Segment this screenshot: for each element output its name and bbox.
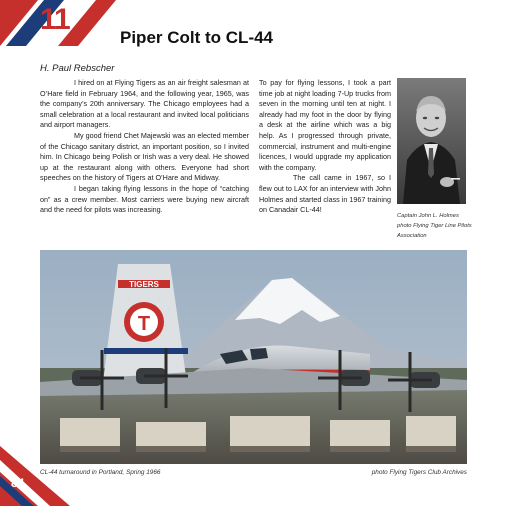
cl44-aircraft-photo — [40, 250, 467, 464]
paragraph: To pay for flying lessons, I took a part time job at night loading 7-Up trucks from seven in the morning until ten at night. I already had my foot in the door by flying a desk at the airline which was a big help. As I progressed through private, commercial, instrument and multi-engine licences, I would upgrade my application with the company. — [259, 78, 391, 172]
photo-caption: CL-44 turnaround in Portland, Spring 1966 — [40, 469, 161, 476]
page-number: 84 — [11, 476, 25, 490]
author-byline: H. Paul Rebscher — [40, 63, 115, 74]
portrait-caption: Captain John L. Holmes photo Flying Tiger Line Pilots Association — [397, 213, 472, 239]
svg-text:T: T — [137, 313, 151, 335]
photo-credit: photo Flying Tigers Club Archives — [371, 469, 467, 476]
portrait-photo — [397, 78, 466, 204]
paragraph: I began taking flying lessons in the hope of “catching on” as a crew member. Most carriers were buying new aircraft and the need for pilots was increasing. — [40, 183, 249, 215]
paragraph: I hired on at Flying Tigers as an air freight salesman at O’Hare field in February 1964, and the following year, 1965, was the company’s 20th anniversary. The Chicago employees had a small celebration at a local restaurant and invited local politicians and airport managers. — [40, 78, 249, 130]
tail-text: TIGERS — [129, 280, 159, 289]
chapter-number: 11 — [40, 3, 70, 36]
paragraph: My good friend Chet Majewski was an elected member of the Chicago sanitary district, an important position, so I invited him. In Chicago being Polish or Irish was a very deal. He showed up at the restaurant along with others. Everyone had short speeches on the history of Tigers at O’Hare and Midway. — [40, 130, 249, 183]
article-column-2 — [259, 78, 391, 216]
article-column-1 — [40, 78, 249, 216]
chapter-title: Piper Colt to CL-44 — [120, 28, 274, 47]
paragraph: The call came in 1967, so I flew out to LAX for an interview with John Holmes and started class in 1967 training on Canadair CL-44! — [259, 173, 391, 215]
